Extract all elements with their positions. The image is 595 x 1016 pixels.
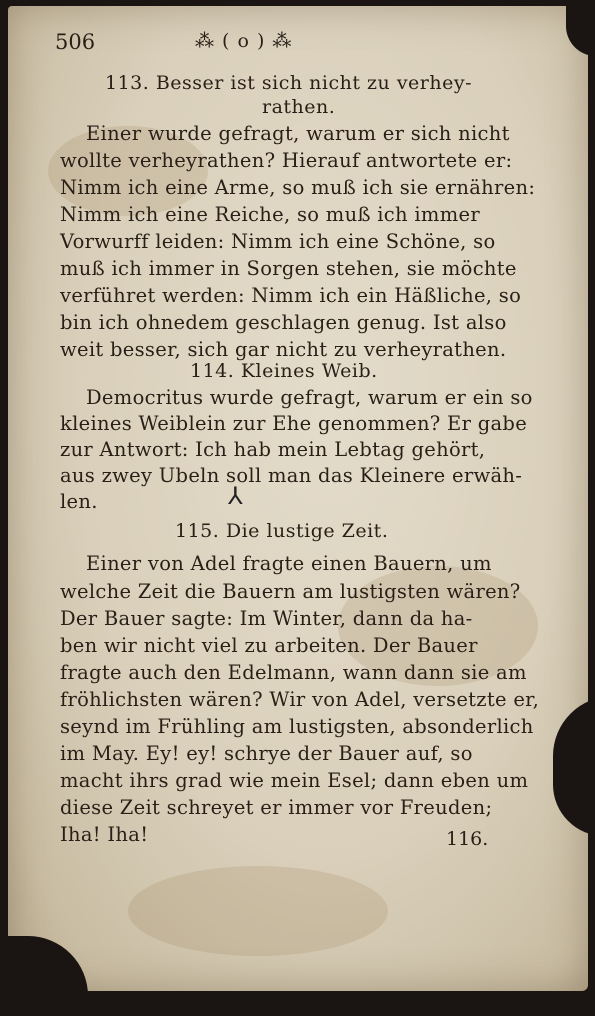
page-number: 506 [55, 30, 96, 54]
text-line: Democritus wurde gefragt, warum er ein so [86, 386, 533, 409]
text-line: aus zwey Ubeln soll man das Kleinere erwäh- [60, 464, 523, 487]
text-line: weit besser, sich gar nicht zu verheyrathen. [60, 338, 507, 361]
text-line: bin ich ohnedem geschlagen genug. Ist also [60, 311, 507, 334]
text-line: ben wir nicht viel zu arbeiten. Der Bauer [60, 634, 478, 657]
handwritten-mark: ⅄ [228, 482, 243, 510]
text-line: Nimm ich eine Arme, so muß ich sie ernähren: [60, 176, 536, 199]
text-line: len. [60, 490, 98, 513]
text-line: diese Zeit schreyet er immer vor Freuden; [60, 796, 493, 819]
torn-edge [553, 696, 595, 836]
torn-corner [0, 936, 88, 1016]
text-line: welche Zeit die Bauern am lustigsten wären? [60, 580, 521, 603]
torn-edge [566, 0, 595, 56]
text-line: Nimm ich eine Reiche, so muß ich immer [60, 203, 480, 226]
text-line: fragte auch den Edelmann, wann dann sie am [60, 661, 527, 684]
text-line: kleines Weiblein zur Ehe genommen? Er gabe [60, 412, 528, 435]
text-line: zur Antwort: Ich hab mein Lebtag gehört, [60, 438, 486, 461]
paper-stain [128, 866, 388, 956]
section-heading: 113. Besser ist sich nicht zu verhey- [105, 72, 473, 94]
header-ornament: ⁂ ( o ) ⁂ [195, 30, 293, 52]
text-line: fröhlichsten wären? Wir von Adel, versetzte er, [60, 688, 540, 711]
section-heading: 115. Die lustige Zeit. [175, 520, 389, 542]
text-line: verführet werden: Nimm ich ein Häßliche, so [60, 284, 522, 307]
text-line: Einer von Adel fragte einen Bauern, um [86, 552, 492, 575]
text-line: Iha! Iha! [60, 823, 149, 846]
text-line: seynd im Frühling am lustigsten, absonderlich [60, 715, 534, 738]
text-line: macht ihrs grad wie mein Esel; dann eben um [60, 769, 529, 792]
catchword: 116. [446, 828, 489, 850]
text-line: Einer wurde gefragt, warum er sich nicht [86, 122, 510, 145]
text-line: muß ich immer in Sorgen stehen, sie möchte [60, 257, 517, 280]
text-line: Der Bauer sagte: Im Winter, dann da ha- [60, 607, 473, 630]
text-line: wollte verheyrathen? Hierauf antwortete er: [60, 149, 513, 172]
text-line: im May. Ey! ey! schrye der Bauer auf, so [60, 742, 473, 765]
section-heading: 114. Kleines Weib. [190, 360, 378, 382]
section-heading: rathen. [262, 96, 336, 118]
text-line: Vorwurff leiden: Nimm ich eine Schöne, so [60, 230, 496, 253]
